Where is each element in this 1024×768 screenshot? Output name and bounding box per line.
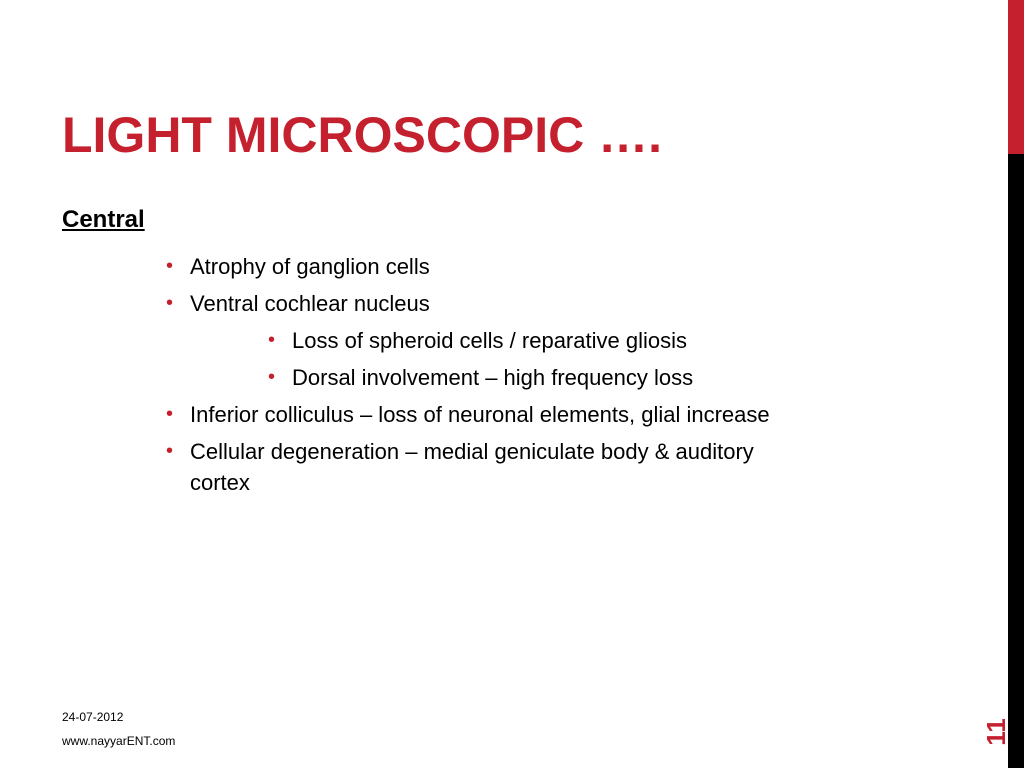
list-item-nested xyxy=(268,362,694,393)
list-item xyxy=(166,436,754,467)
section-heading: Central xyxy=(62,206,145,233)
list-item-text: Cellular degeneration – medial geniculate body & auditory xyxy=(190,439,754,464)
bullet-dot-icon: • xyxy=(268,366,276,388)
slide-title: LIGHT MICROSCOPIC …. xyxy=(62,107,662,163)
footer-date: 24-07-2012 xyxy=(62,710,124,724)
list-item-text: Loss of spheroid cells / reparative gliosis xyxy=(292,328,687,353)
page-number: 11 xyxy=(981,718,1011,746)
list-item xyxy=(166,288,430,319)
list-item-nested xyxy=(268,325,687,356)
bullet-dot-icon: • xyxy=(166,292,174,314)
bullet-dot-icon: • xyxy=(166,403,174,425)
list-item-text: Ventral cochlear nucleus xyxy=(190,291,430,316)
accent-bar-black xyxy=(1008,154,1024,768)
list-item-text: cortex xyxy=(190,470,250,495)
list-item-text: Dorsal involvement – high frequency loss xyxy=(292,365,694,390)
list-item xyxy=(166,399,770,430)
bullet-dot-icon: • xyxy=(268,329,276,351)
list-item xyxy=(166,251,430,282)
footer-url: www.nayyarENT.com xyxy=(62,734,176,748)
accent-bar-red xyxy=(1008,0,1024,154)
list-item-continuation xyxy=(190,467,250,498)
bullet-dot-icon: • xyxy=(166,255,174,277)
list-item-text: Inferior colliculus – loss of neuronal elements, glial increase xyxy=(190,402,770,427)
list-item-text: Atrophy of ganglion cells xyxy=(190,254,430,279)
bullet-dot-icon: • xyxy=(166,440,174,462)
